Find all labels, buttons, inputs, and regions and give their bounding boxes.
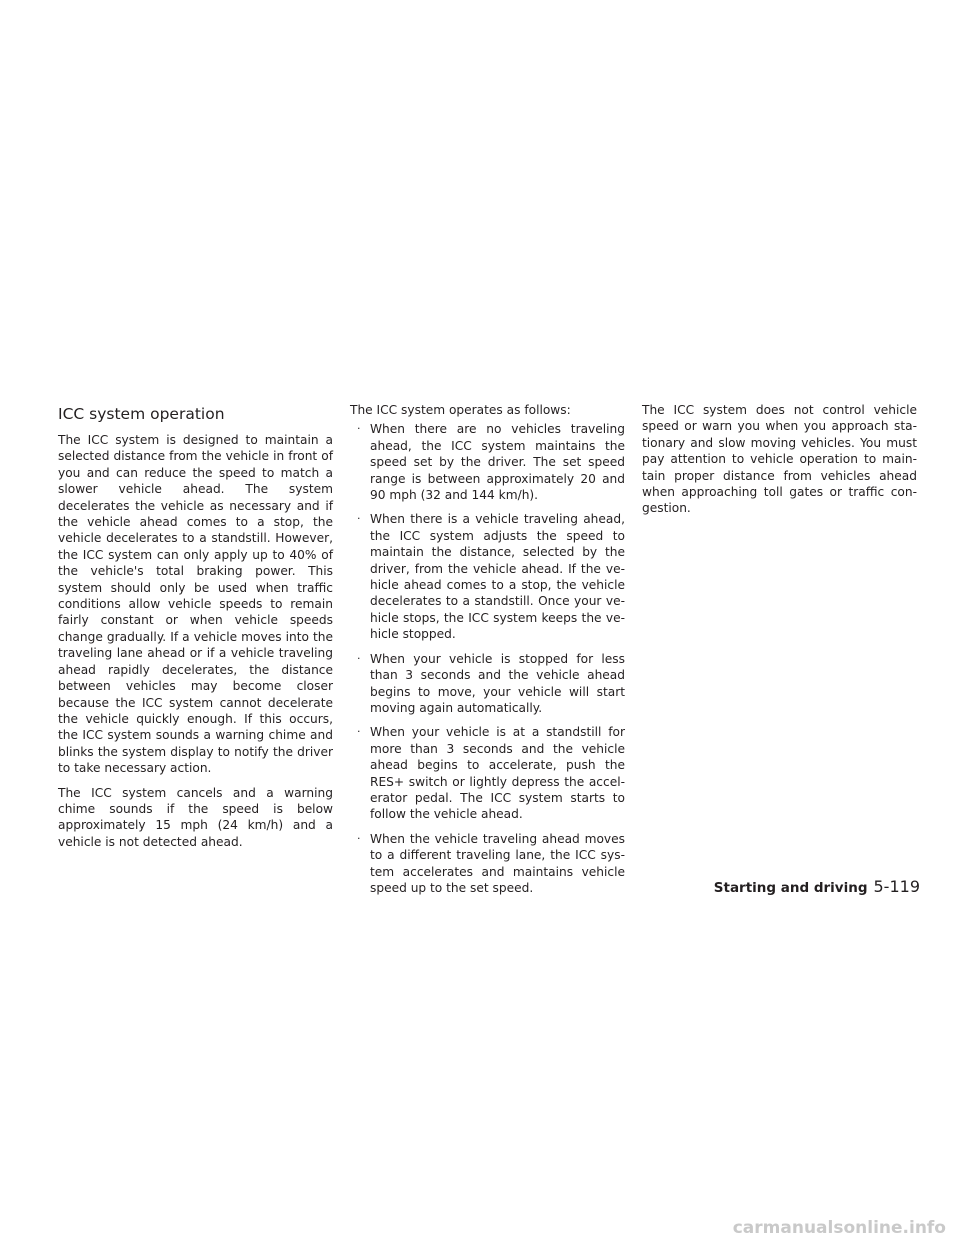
bullet-icon: · xyxy=(357,725,361,739)
list-item-text: When there are no vehicles traveling ahead, the ICC system maintains the speed set by the driver. The set speed range is between approximately 20 and 90 mph (32 and 144 km/h). xyxy=(370,422,625,503)
list-item-text: When the vehicle traveling ahead moves to a different traveling lane, the ICC system accelerates and maintains vehicle speed up to the set speed. xyxy=(370,831,625,895)
column-left xyxy=(58,404,333,858)
list-item xyxy=(350,724,625,822)
section-heading: ICC system operation xyxy=(58,405,225,423)
body-paragraph-1: The ICC system is designed to maintain a selected distance from the vehicle in front of you and can reduce the speed to match a slower vehicle ahead. The system decelerates the vehicle as necessary and if the vehicle ahead comes to a stop, the vehicle decelerates to a standstill. However, the ICC system can only apply up to 40% of the vehicle's total braking power. This system should only be used when traffic conditions allow vehicle speeds to remain fairly constant or when vehicle speeds change gradually. If a vehicle moves into the traveling lane ahead or if a vehicle traveling ahead rapidly decelerates, the distance between vehicles may become closer because the ICC system cannot decelerate the vehicle quickly enough. If this occurs, the ICC system sounds a warning chime and blinks the system display to notify the driver to take necessary action. xyxy=(58,433,333,776)
list-item-text: When your vehicle is stopped for less than 3 seconds and the vehicle ahead begins to move, your vehicle will start moving again automatically. xyxy=(370,651,625,715)
list-item-text: When there is a vehicle traveling ahead, the ICC system adjusts the speed to maintain the distance, selected by the driver, from the vehicle ahead. If the vehicle ahead comes to a stop, the vehicle decelerates to a standstill. Once your vehicle stops, the ICC system keeps the vehicle stopped. xyxy=(370,512,625,642)
page-footer xyxy=(714,877,920,896)
list-item xyxy=(350,831,625,897)
list-item xyxy=(350,651,625,717)
body-paragraph-2: The ICC system cancels and a warning chime sounds if the speed is below approximately 15 mph (24 km/h) and a vehicle is not detected ahead. xyxy=(58,785,333,849)
list-item xyxy=(350,421,625,503)
list-item-text: When your vehicle is at a standstill for more than 3 seconds and the vehicle ahead begins to accelerate, push the RES+ switch or lightly depress the accelerator pedal. The ICC system starts to follow the vehicle ahead. xyxy=(370,725,625,822)
body-paragraph-3: The ICC system does not control vehicle speed or warn you when you approach stationary and slow moving vehicles. You must pay attention to vehicle operation to maintain proper distance from vehicles ahead when approaching toll gates or traffic congestion. xyxy=(642,403,917,516)
operation-list xyxy=(350,421,625,896)
list-intro: The ICC system operates as follows: xyxy=(350,403,571,417)
page-number: 5-119 xyxy=(873,877,920,896)
bullet-icon: · xyxy=(357,651,361,665)
list-item xyxy=(350,511,625,642)
watermark-text: carmanualsonline.info xyxy=(732,1218,946,1238)
column-middle xyxy=(350,402,625,904)
bullet-icon: · xyxy=(357,422,361,436)
footer-section-title: Starting and driving xyxy=(713,880,868,896)
bullet-icon: · xyxy=(357,831,361,845)
column-right xyxy=(642,402,917,525)
bullet-icon: · xyxy=(357,512,361,526)
